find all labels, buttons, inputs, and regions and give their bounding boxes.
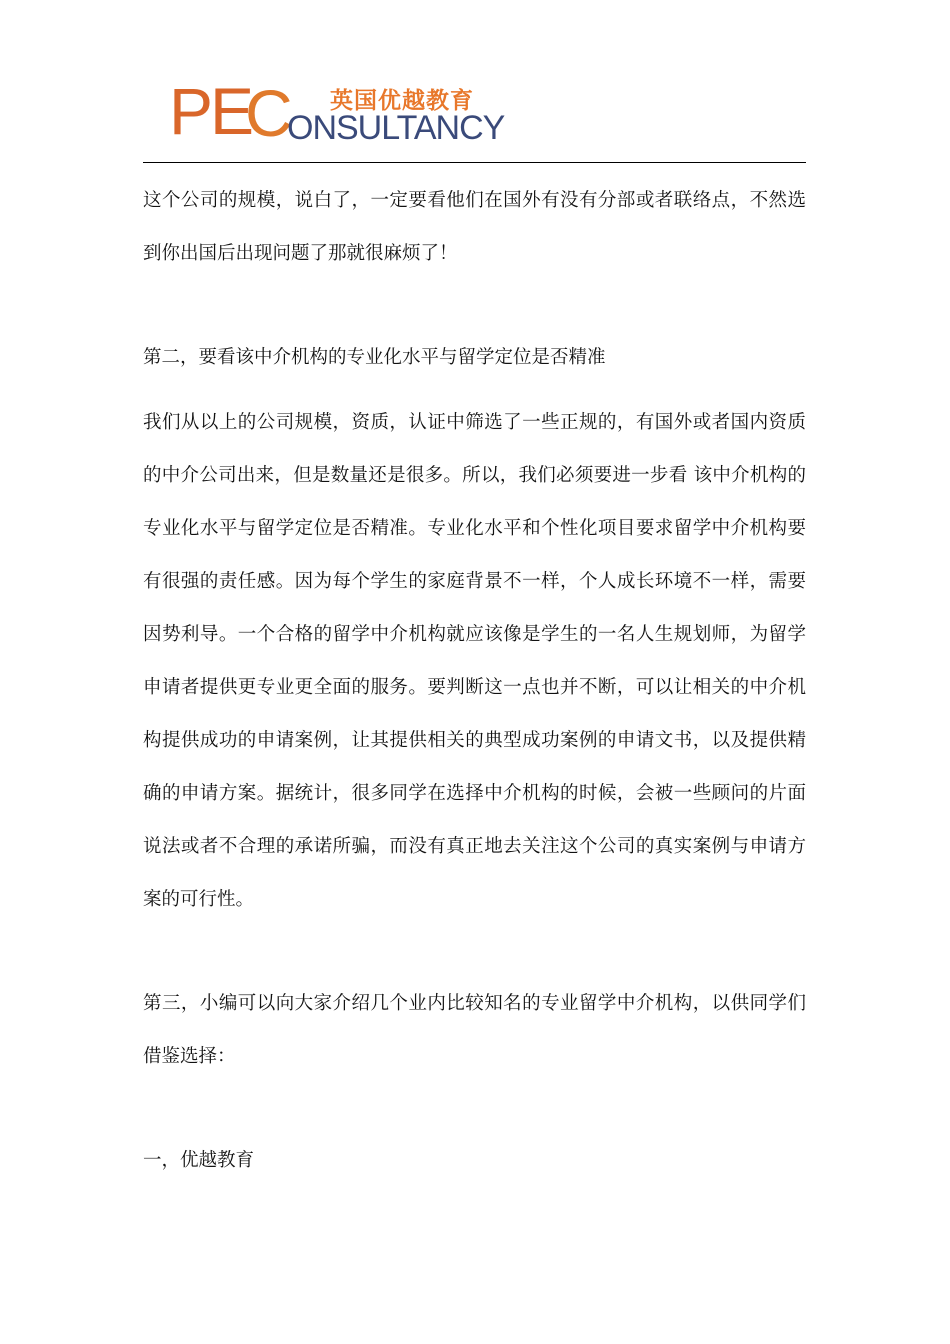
paragraph-company-scale: 这个公司的规模，说白了，一定要看他们在国外有没有分部或者联络点，不然选到你出国后出现问题了那就很麻烦了！ [143, 190, 806, 264]
section-heading-third: 第三，小编可以向大家介绍几个业内比较知名的专业留学中介机构，以供同学们借鉴选择： [143, 993, 806, 1067]
logo-c-text: C [245, 76, 293, 150]
spacer [143, 384, 806, 396]
paragraph-professional-level: 我们从以上的公司规模，资质，认证中筛选了一些正规的，有国外或者国内资质的中介公司出来，但是数量还是很多。所以，我们必须要进一步看 该中介机构的专业化水平与留学定位是否精准。专业化水平和个性化项目要求留学中介机构要有很强的责任感。因为每个学生的家庭背景不一样，个人成长环境不一样，需要因势利导。一个合格的留学中介机构就应该像是学生的一名人生规划师，为留学申请者提供更专业更全面的服务。要判断这一点也并不断，可以让相关的中介机构提供成功的申请案例，让其提供相关的典型成功案例的申请文书，以及提供精确的申请方案。据统计，很多同学在选择中介机构的时候，会被一些顾问的片面说法或者不合理的承诺所骗，而没有真正地去关注这个公司的真实案例与申请方案的可行性。 [143, 412, 806, 910]
spacer [143, 280, 806, 331]
logo-consultancy-text: ONSULTANCY [287, 109, 505, 147]
document-body [143, 174, 806, 1187]
company-logo [143, 66, 503, 162]
page-header [143, 66, 806, 162]
spacer [143, 1083, 806, 1134]
section-heading-second: 第二，要看该中介机构的专业化水平与留学定位是否精准 [143, 347, 606, 368]
logo-chinese-text: 英国优越教育 [330, 88, 474, 114]
list-heading-first: 一，优越教育 [143, 1150, 255, 1171]
logo-pe-text: PE [169, 74, 252, 148]
spacer [143, 926, 806, 977]
header-divider [143, 162, 806, 163]
